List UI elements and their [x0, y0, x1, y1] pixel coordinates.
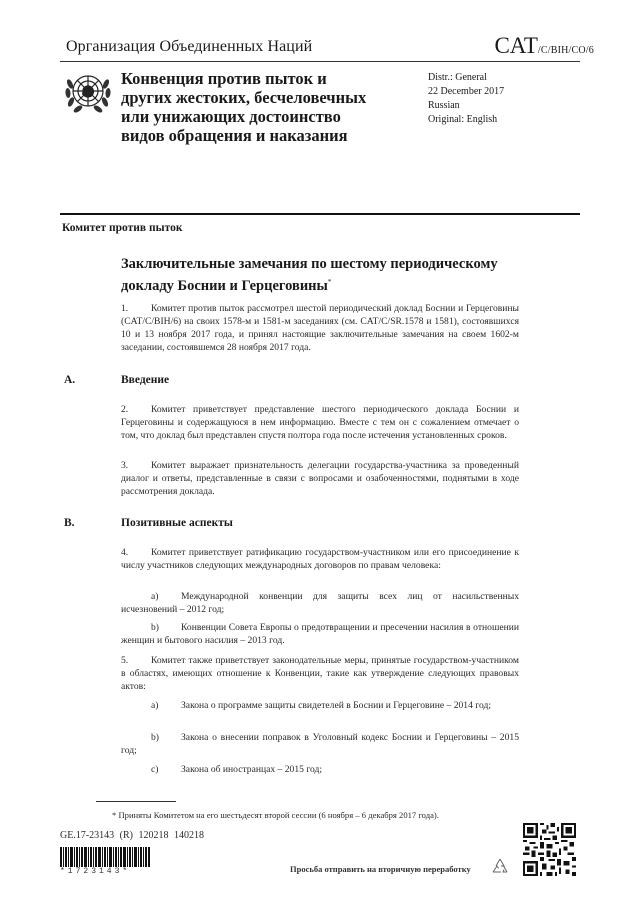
footnote: * Приняты Комитетом на его шестьдесят второй сессии (6 ноября – 6 декабря 2017 года). [112, 810, 439, 820]
report-title-line: докладу Боснии и Герцеговины [121, 277, 328, 294]
recycle-icon [490, 857, 510, 877]
report-title-line: Заключительные замечания по шестому периодическому [121, 256, 498, 272]
paragraph-number: 3. [121, 460, 129, 471]
section-letter: A. [64, 374, 76, 386]
ge-code: GE.17-23143 (R) 120218 140218 [60, 830, 204, 841]
paragraph-3 [121, 459, 519, 498]
paragraph-4 [121, 546, 519, 572]
barcode-icon [60, 847, 150, 867]
paragraph-text: Закона об иностранцах – 2015 год; [181, 764, 323, 775]
paragraph-text: Конвенции Совета Европы о предотвращении и пресечении насилия в отношении женщин и бытового насилия – 2013 год. [121, 622, 519, 646]
paragraph-4a [121, 590, 519, 616]
distribution-date: 22 December 2017 [428, 86, 505, 97]
paragraph-number: 1. [121, 303, 129, 314]
convention-title-line: видов обращения и наказания [121, 126, 348, 145]
paragraph-number: b) [151, 622, 159, 633]
convention-title [121, 69, 421, 145]
paragraph-text: Международной конвенции для защиты всех лиц от насильственных исчезновений – 2012 год; [121, 591, 519, 615]
committee-name: Комитет против пыток [62, 222, 183, 234]
un-emblem-icon [63, 68, 113, 118]
paragraph-text: Комитет также приветствует законодательные меры, принятые государством-участником в областях, имеющих отношение к Конвенции, такие как утверждение следующих правовых актов: [121, 655, 519, 692]
paragraph-text: Закона о внесении поправок в Уголовный кодекс Боснии и Герцеговины – 2015 год; [121, 732, 519, 756]
convention-title-line: других жестоких, бесчеловечных [121, 88, 367, 107]
paragraph-number: a) [151, 700, 159, 711]
section-a-heading [64, 374, 169, 386]
symbol-main: CAT [494, 33, 538, 58]
paragraph-number: 5. [121, 655, 129, 666]
document-symbol [494, 33, 594, 59]
paragraph-5b [121, 731, 519, 757]
distribution-type: Distr.: General [428, 72, 487, 83]
paragraph-text: Комитет приветствует представление шестого периодического доклада Боснии и Герцеговины и содержащуюся в нем информацию. Вместе с тем он с сожалением отмечает о том, что доклад был представлен спустя полтора года после истечения установленных сроков. [121, 404, 519, 441]
distribution-language: Russian [428, 100, 460, 111]
section-b-heading [64, 517, 233, 529]
paragraph-number: b) [151, 732, 159, 743]
paragraph-number: a) [151, 591, 159, 602]
paragraph-2 [121, 403, 519, 442]
footnote-rule [96, 801, 176, 802]
original-language: Original: English [428, 114, 498, 125]
section-letter: B. [64, 517, 75, 529]
paragraph-number: 2. [121, 404, 129, 415]
qr-code-icon [523, 823, 576, 876]
paragraph-text: Комитет против пыток рассмотрел шестой периодический доклад Боснии и Герцеговины (CAT/C/BIH/6) на своих 1578-м и 1581-м заседаниях (см. CAT/C/SR.1578 и 1581), состоявшихся 10 и 13 ноября 2017 года, и принял настоящие заключительные замечания на своем 1602-м заседании, состоявшемся 28 ноября 2017 года. [121, 303, 519, 353]
section-title: Позитивные аспекты [121, 517, 233, 529]
section-title: Введение [121, 374, 170, 386]
convention-title-line: или унижающих достоинство [121, 107, 341, 126]
paragraph-4b [121, 621, 519, 647]
symbol-sub: /C/BIH/CO/6 [537, 45, 594, 56]
paragraph-number: c) [151, 764, 159, 775]
organization-name: Организация Объединенных Наций [66, 38, 313, 55]
footnote-mark[interactable]: * [327, 278, 332, 286]
title-rule [60, 213, 580, 215]
paragraph-5c [121, 763, 519, 776]
paragraph-text: Закона о программе защиты свидетелей в Боснии и Герцеговине – 2014 год; [181, 700, 492, 711]
convention-title-line: Конвенция против пыток и [121, 69, 327, 88]
paragraph-5 [121, 654, 519, 693]
paragraph-text: Комитет приветствует ратификацию государством-участником или его присоединение к числу участников следующих международных договоров по правам человека: [121, 547, 519, 571]
distribution-block [428, 71, 504, 127]
paragraph-number: 4. [121, 547, 129, 558]
header-rule [60, 61, 580, 62]
paragraph-1 [121, 302, 519, 354]
paragraph-5a [121, 699, 519, 712]
barcode-text: *1723143* [60, 867, 131, 876]
paragraph-text: Комитет выражает признательность делегации государства-участника за проведенный диалог и ответы, представленные в связи с вопросами и озабоченностями, поднятыми в ходе рассмотрения доклада. [121, 460, 519, 497]
report-title [121, 255, 541, 295]
recycle-text: Просьба отправить на вторичную переработку [290, 864, 471, 874]
